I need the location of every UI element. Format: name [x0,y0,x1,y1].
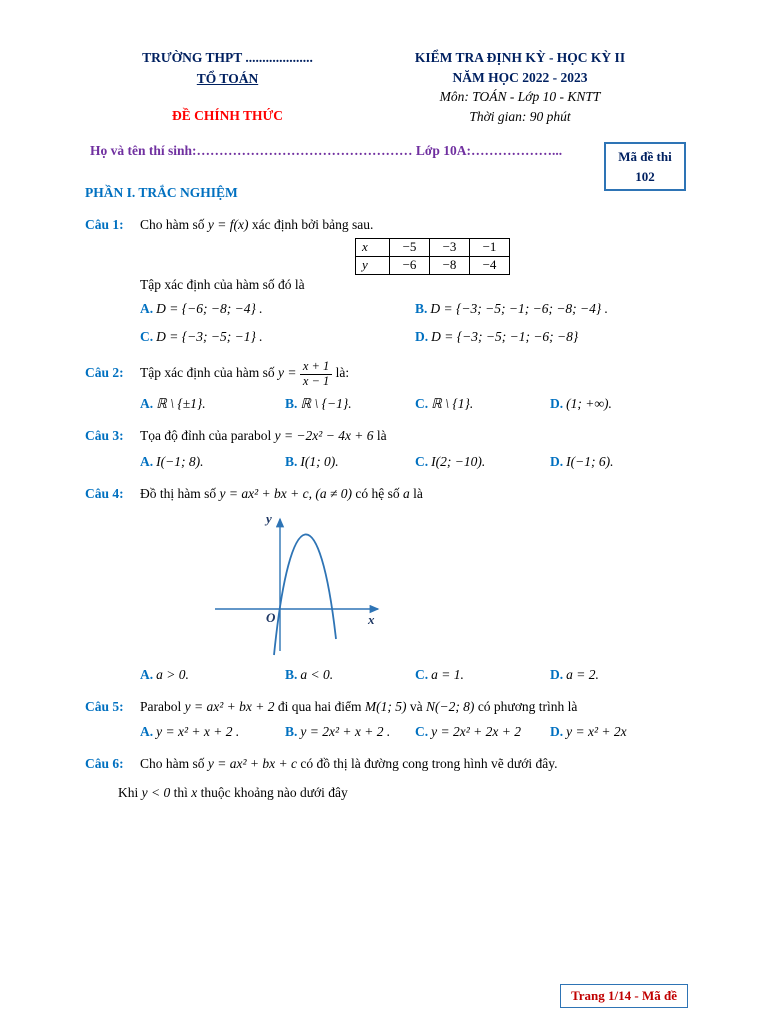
exam-code-value: 102 [635,168,655,184]
subject-line: Môn: TOÁN - Lớp 10 - KNTT [439,89,601,105]
question-2-text: Tập xác định của hàm số y = $\frac{x + 1}{x - 1}$ là: [140,358,350,388]
parabola-svg [200,509,400,659]
parabola-graph [200,509,400,659]
question-4-options [140,667,768,683]
department-name: TỔ TOÁN [196,70,259,86]
question-3-label: Câu 3: [85,428,124,444]
exam-code-box [604,142,686,191]
question-1 [85,216,768,234]
option-b: B. D = {−3; −5; −1; −6; −8; −4} . [415,300,609,316]
question-4-text: Đồ thị hàm số y = ax² + bx + c, (a ≠ 0) có hệ số a là [140,485,423,501]
option-b: B. y = 2x² + x + 2 . [285,724,391,740]
option-a: A. I(−1; 8). [140,453,204,469]
question-1-label: Câu 1: [85,216,124,232]
question-5-text: Parabol y = ax² + bx + 2 đi qua hai điểm M(1; 5) và N(−2; 8) có phương trình là [140,698,578,714]
parabola-curve [274,534,336,655]
x-axis-label: x [368,611,375,627]
question-3 [85,427,768,445]
option-d: D. I(−1; 6). [550,453,614,469]
question-6-text: Cho hàm số y = ax² + bx + c có đồ thị là đường cong trong hình vẽ dưới đây. [140,756,558,772]
option-c: C. y = 2x² + 2x + 2 [415,724,521,740]
header-left [85,48,370,127]
option-a: A. a > 0. [140,666,189,682]
exam-code-label: Mã đề thi [618,149,672,164]
question-6 [85,755,768,773]
option-d: D. a = 2. [550,666,599,682]
student-name-line: Họ và tên thí sinh:………………………………………… Lớp 10A:………………... [90,142,563,158]
option-a: A. ℝ \ {±1}. [140,396,206,412]
option-a: A. D = {−6; −8; −4} . [140,300,263,316]
option-d: D. D = {−3; −5; −1; −6; −8} [415,328,579,344]
origin-label: O [266,609,276,625]
option-b: B. a < 0. [285,666,334,682]
question-6-label: Câu 6: [85,756,124,772]
official-exam-label: ĐỀ CHÍNH THỨC [171,107,283,123]
question-2-options [140,396,768,412]
option-c: C. D = {−3; −5; −1} . [140,328,263,344]
question-5 [85,698,768,716]
question-4-label: Câu 4: [85,485,124,501]
fraction: $\frac{x + 1}{x - 1}$ [300,360,332,389]
question-5-options [140,724,768,740]
question-2 [85,360,768,389]
question-1-subtext: Tập xác định của hàm số đó là [140,276,305,292]
table-row: y −6 −8 −4 [356,256,510,274]
question-2-label: Câu 2: [85,365,124,381]
option-d: D. (1; +∞). [550,396,612,412]
y-axis-label: y [266,510,272,526]
option-c: C. ℝ \ {1}. [415,396,474,412]
option-c: C. a = 1. [415,666,464,682]
time-line: Thời gian: 90 phút [469,108,571,124]
question-1-text: Cho hàm số y = f(x) xác định bởi bảng sau. [140,216,374,232]
option-b: B. I(1; 0). [285,453,339,469]
question-1-options [140,301,768,345]
question-4 [85,485,768,503]
header [0,0,768,127]
section-title: PHẦN I. TRẮC NGHIỆM [85,184,238,200]
option-a: A. y = x² + x + 2 . [140,724,240,740]
question-1-table [355,238,510,275]
table-row: x −5 −3 −1 [356,238,510,256]
header-right [375,48,665,127]
question-6-subtext: Khi y < 0 thì x thuộc khoảng nào dưới đây [118,785,348,801]
question-5-label: Câu 5: [85,698,124,714]
option-b: B. ℝ \ {−1}. [285,396,352,412]
school-year: NĂM HỌC 2022 - 2023 [452,69,588,85]
school-name: TRƯỜNG THPT .................... [142,50,313,65]
page-footer: Trang 1/14 - Mã đề [560,984,688,1008]
question-3-text: Tọa độ đỉnh của parabol y = −2x² − 4x + 6 là [140,428,387,444]
question-3-options [140,454,768,470]
exam-title: KIỂM TRA ĐỊNH KỲ - HỌC KỲ II [414,50,626,65]
option-c: C. I(2; −10). [415,453,486,469]
option-d: D. y = x² + 2x [550,724,627,740]
